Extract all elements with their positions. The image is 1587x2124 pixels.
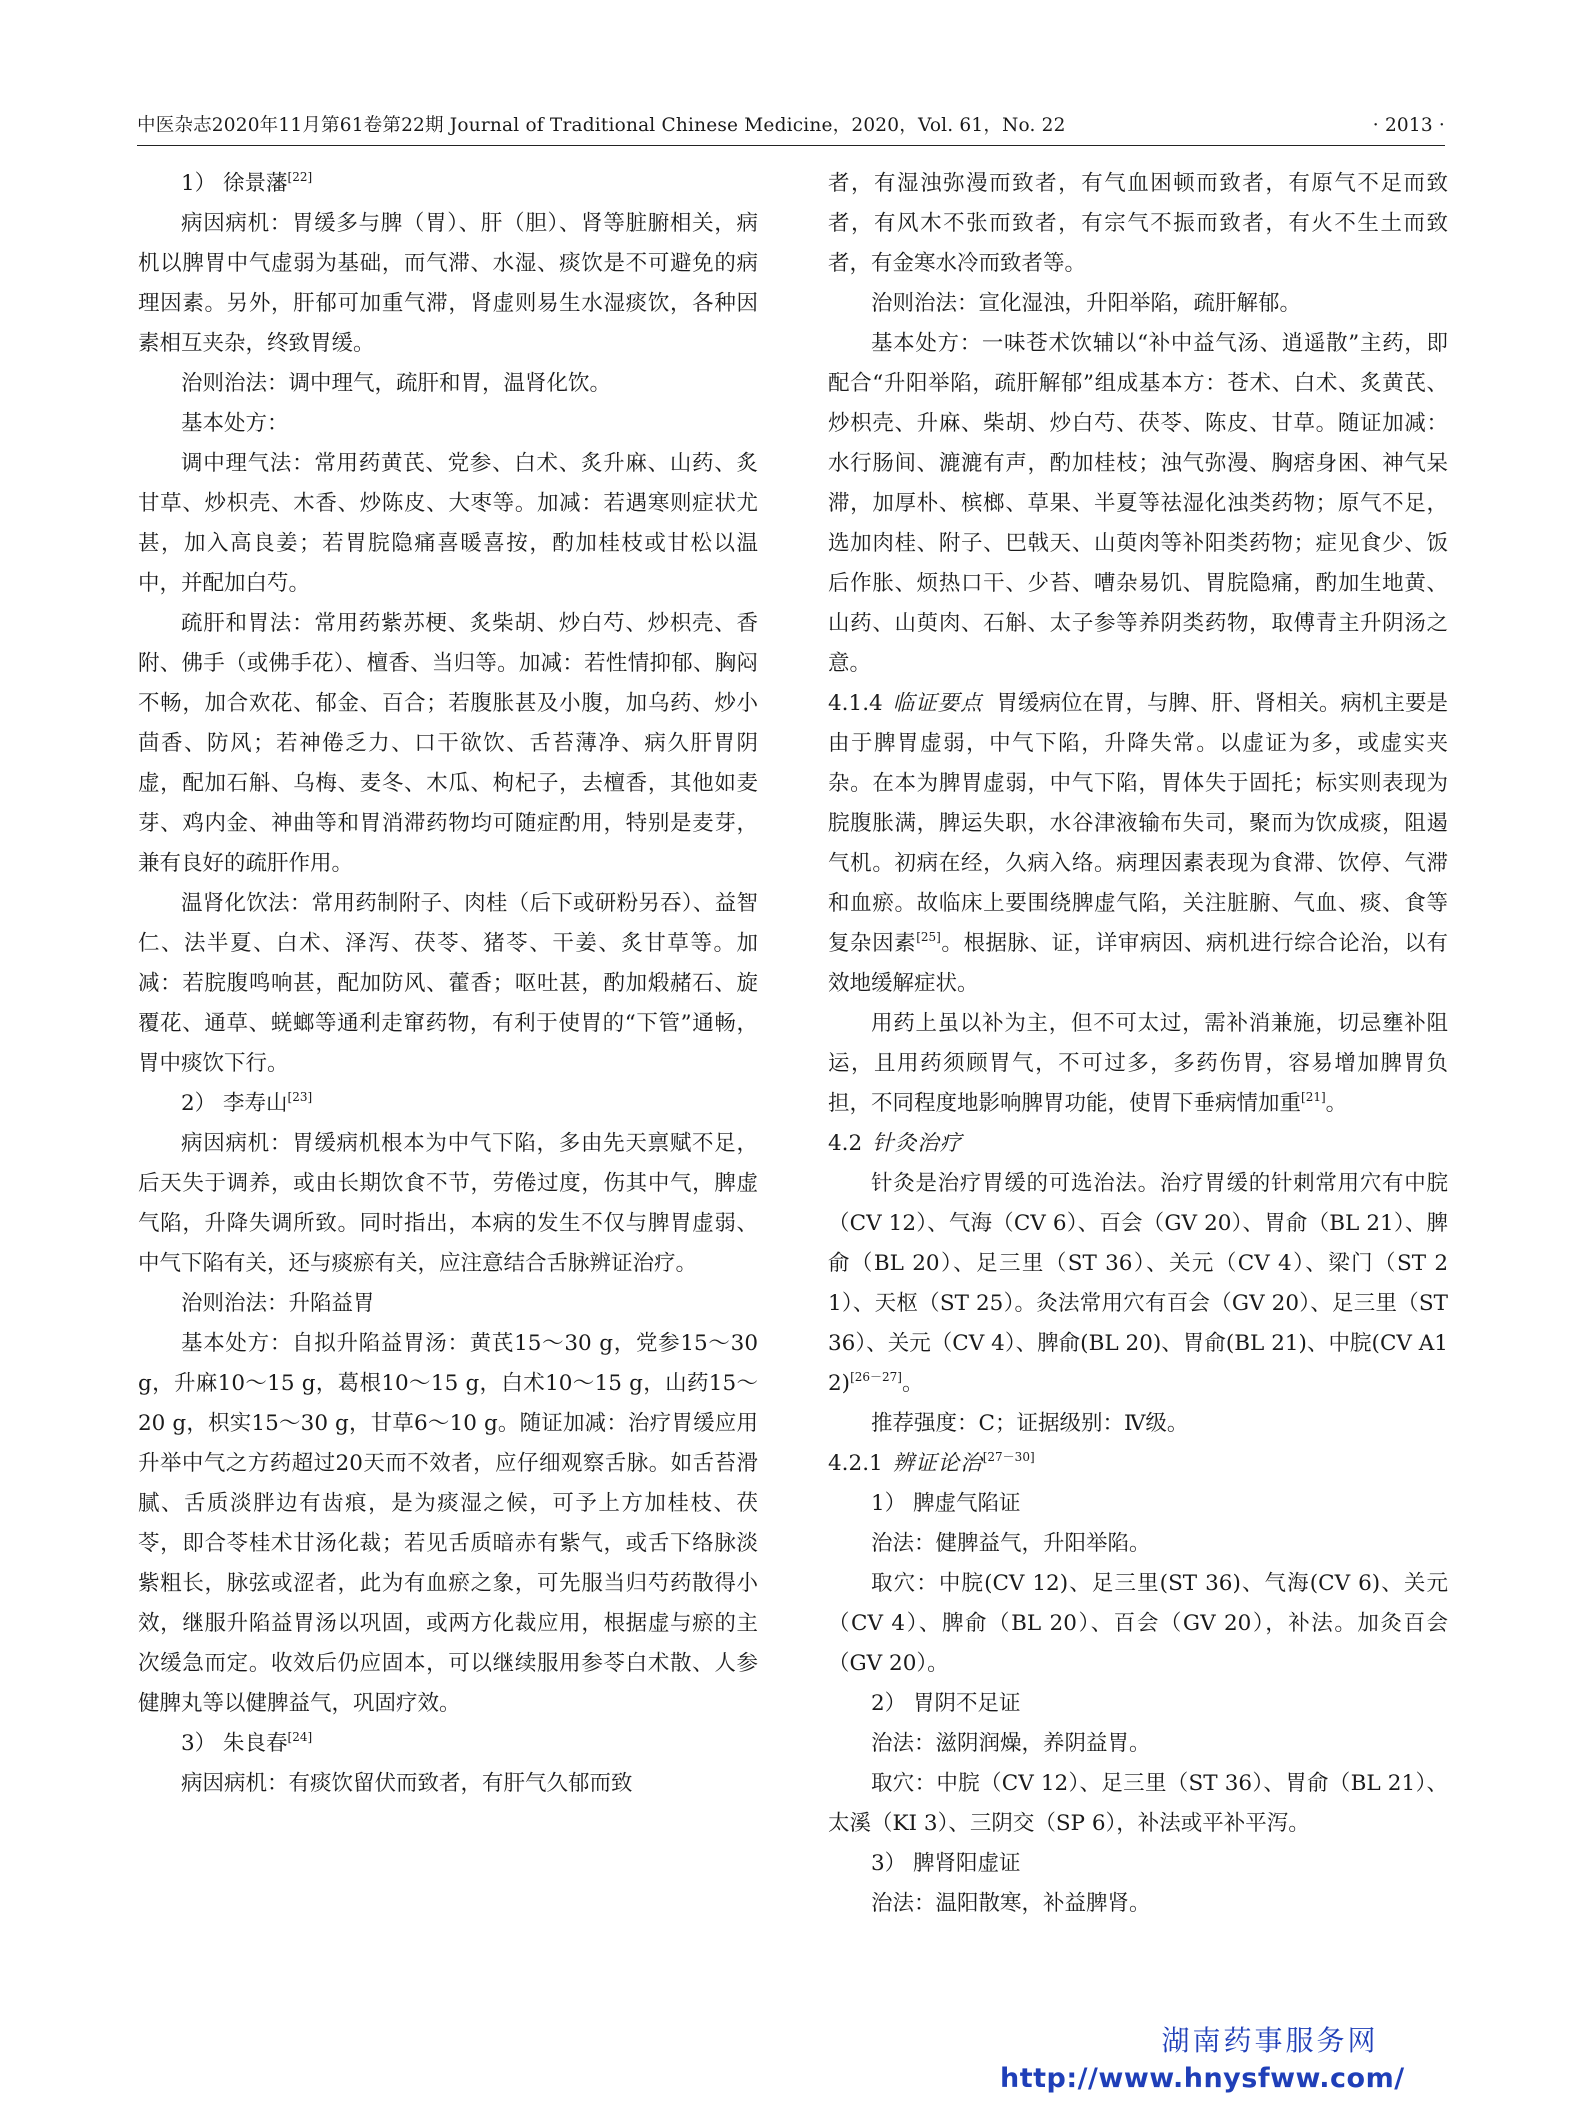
journal-citation: 中医杂志2020年11月第61卷第22期 Journal of Traditional Chinese Medicine，2020，Vol. 61，No. 22: [137, 115, 1066, 136]
paragraph: 病因病机：有痰饮留伏而致者，有肝气久郁而致: [181, 1771, 633, 1796]
paragraph: 治则治法：宣化湿浊，升阳举陷，疏肝解郁。: [871, 291, 1302, 316]
section-4-2: [828, 1124, 1448, 1164]
section-heading: 临证要点: [892, 691, 983, 716]
citation-ref: [27－30]: [982, 1450, 1035, 1464]
subheading: 3） 脾肾阳虚证: [871, 1851, 1021, 1876]
subheading: 2） 胃阴不足证: [871, 1691, 1021, 1716]
section-number: 4.2: [828, 1131, 863, 1156]
citation-ref: [24]: [287, 1730, 313, 1744]
citation-ref: [25]: [916, 930, 941, 944]
paragraph: 基本处方：: [181, 411, 289, 436]
paragraph: 调中理气法：常用药黄芪、党参、白术、炙升麻、山药、炙甘草、炒枳壳、木香、炒陈皮、大枣等。加减：若遇寒则症状尤甚，加入高良姜；若胃脘隐痛喜暖喜按，酌加桂枝或甘松以温中，并配加白芍。: [138, 451, 758, 596]
paragraph: 治法：温阳散寒，补益脾肾。: [871, 1891, 1151, 1916]
expert-heading-zhu: 3） 朱良春[24]: [181, 1730, 313, 1756]
section-number: 4.1.4: [828, 691, 883, 716]
paragraph: 用药上虽以补为主，但不可太过，需补消兼施，切忌壅补阻运，且用药须顾胃气，不可过多，多药伤胃，容易增加脾胃负担，不同程度地影响脾胃功能，使胃下垂病情加重[21]。: [828, 1011, 1448, 1116]
paragraph-continued: 者，有湿浊弥漫而致者，有气血困顿而致者，有原气不足而致者，有风木不张而致者，有宗气不振而致者，有火不生土而致者，有金寒水冷而致者等。: [828, 171, 1448, 276]
paragraph: 疏肝和胃法：常用药紫苏梗、炙柴胡、炒白芍、炒枳壳、香附、佛手（或佛手花）、檀香、当归等。加减：若性情抑郁、胸闷不畅，加合欢花、郁金、百合；若腹胀甚及小腹，加乌药、炒小茴香、防风；若神倦乏力、口干欲饮、舌苔薄净、病久肝胃阴虚，配加石斛、乌梅、麦冬、木瓜、枸杞子，去檀香，其他如麦芽、鸡内金、神曲等和胃消滞药物均可随症酌用，特别是麦芽，兼有良好的疏肝作用。: [138, 611, 758, 876]
citation-ref: [23]: [287, 1090, 313, 1104]
paragraph: 病因病机：胃缓病机根本为中气下陷，多由先天禀赋不足，后天失于调养，或由长期饮食不节，劳倦过度，伤其中气，脾虚气陷，升降失调所致。同时指出，本病的发生不仅与脾胃虚弱、中气下陷有关，还与痰瘀有关，应注意结合舌脉辨证治疗。: [138, 1131, 758, 1276]
section-number: 4.2.1: [828, 1451, 883, 1476]
running-header: [137, 108, 1445, 144]
header-rule: [137, 145, 1445, 146]
paragraph: 基本处方：自拟升陷益胃汤：黄芪15～30 g，党参15～30 g，升麻10～15 g，葛根10～15 g，白术10～15 g，山药15～20 g，枳实15～30 g，甘草6～10 g。随证加减：治疗胃缓应用升举中气之方药超过20天而不效者，应仔细观察舌脉。如舌苔滑腻、舌质淡胖边有齿痕，是为痰湿之候，可予上方加桂枝、茯苓，即合苓桂术甘汤化裁；若见舌质暗赤有紫气，或舌下络脉淡紫粗长，脉弦或涩者，此为有血瘀之象，可先服当归芍药散得小效，继服升陷益胃汤以巩固，或两方化裁应用，根据虚与瘀的主次缓急而定。收效后仍应固本，可以继续服用参苓白术散、人参健脾丸等以健脾益气，巩固疗效。: [138, 1331, 758, 1716]
citation-ref: [21]: [1301, 1090, 1326, 1104]
watermark-name: 湖南药事服务网: [1161, 2024, 1379, 2057]
paragraph: 取穴：中脘（CV 12）、足三里（ST 36）、胃俞（BL 21）、太溪（KI 3）、三阴交（SP 6），补法或平补平泻。: [828, 1771, 1448, 1836]
section-4-2-1: [828, 1444, 1448, 1484]
paragraph: 针灸是治疗胃缓的可选治法。治疗胃缓的针刺常用穴有中脘（CV 12）、气海（CV 6）、百会（GV 20）、胃俞（BL 21）、脾俞（BL 20）、足三里（ST 36）、关元（CV 4）、梁门（ST 21）、天枢（ST 25）。灸法常用穴有百会（GV 20）、足三里（ST 36）、关元（CV 4）、脾俞(BL 20)、胃俞(BL 21)、中脘(CV A12)[26－27]。: [828, 1171, 1448, 1396]
paragraph: 基本处方：一味苍术饮辅以“补中益气汤、逍遥散”主药，即配合“升阳举陷，疏肝解郁”组成基本方：苍术、白术、炙黄芪、炒枳壳、升麻、柴胡、炒白芍、茯苓、陈皮、甘草。随证加减：水行肠间、漉漉有声，酌加桂枝；浊气弥漫、胸痞身困、神气呆滞，加厚朴、槟榔、草果、半夏等祛湿化浊类药物；原气不足，选加肉桂、附子、巴戟天、山萸肉等补阳类药物；症见食少、饭后作胀、烦热口干、少苔、嘈杂易饥、胃脘隐痛，酌加生地黄、山药、山萸肉、石斛、太子参等养阴类药物，取傅青主升阴汤之意。: [828, 331, 1448, 676]
citation-ref: [26－27]: [850, 1370, 902, 1384]
paragraph: 治则治法：调中理气，疏肝和胃，温肾化饮。: [181, 371, 612, 396]
right-column: [828, 164, 1448, 1924]
paragraph: 治法：健脾益气，升阳举陷。: [871, 1531, 1151, 1556]
watermark-url: http://www.hnysfww.com/: [1000, 2063, 1405, 2094]
citation-ref: [22]: [287, 170, 313, 184]
expert-heading-li: 2） 李寿山[23]: [181, 1090, 313, 1116]
paragraph: 治法：滋阴润燥，养阴益胃。: [871, 1731, 1151, 1756]
paragraph: 病因病机：胃缓多与脾（胃）、肝（胆）、肾等脏腑相关，病机以脾胃中气虚弱为基础，而气滞、水湿、痰饮是不可避免的病理因素。另外，肝郁可加重气滞，肾虚则易生水湿痰饮，各种因素相互夹杂，终致胃缓。: [138, 211, 758, 356]
section-heading: 辨证论治: [892, 1451, 983, 1476]
section-heading: 针灸治疗: [872, 1131, 963, 1156]
page-number: · 2013 ·: [1372, 115, 1445, 136]
left-column: [138, 164, 758, 1804]
paragraph: 取穴：中脘(CV 12)、足三里(ST 36)、气海(CV 6)、关元（CV 4）、脾俞（BL 20）、百会（GV 20），补法。加灸百会（GV 20）。: [828, 1571, 1448, 1676]
paragraph: 推荐强度：C；证据级别：Ⅳ级。: [871, 1411, 1189, 1436]
expert-heading-xu: 1） 徐景藩[22]: [181, 170, 313, 196]
paragraph: 治则治法：升陷益胃: [181, 1291, 375, 1316]
section-4-1-4: 4.1.4 临证要点 胃缓病位在胃，与脾、肝、肾相关。病机主要是由于脾胃虚弱，中气下陷，升降失常。以虚证为多，或虚实夹杂。在本为脾胃虚弱，中气下陷，胃体失于固托；标实则表现为脘腹胀满，脾运失职，水谷津液输布失司，聚而为饮成痰，阻遏气机。初病在经，久病入络。病理因素表现为食滞、饮停、气滞和血瘀。故临床上要围绕脾虚气陷，关注脏腑、气血、痰、食等复杂因素[25]。根据脉、证，详审病因、病机进行综合论治，以有效地缓解症状。: [828, 691, 1448, 996]
site-watermark: [1000, 2024, 1500, 2096]
paragraph: 温肾化饮法：常用药制附子、肉桂（后下或研粉另吞）、益智仁、法半夏、白术、泽泻、茯苓、猪苓、干姜、炙甘草等。加减：若脘腹鸣响甚，配加防风、藿香；呕吐甚，酌加煅赭石、旋覆花、通草、蜣螂等通利走窜药物，有利于使胃的“下管”通畅，胃中痰饮下行。: [138, 891, 758, 1076]
subheading: 1） 脾虚气陷证: [871, 1491, 1021, 1516]
